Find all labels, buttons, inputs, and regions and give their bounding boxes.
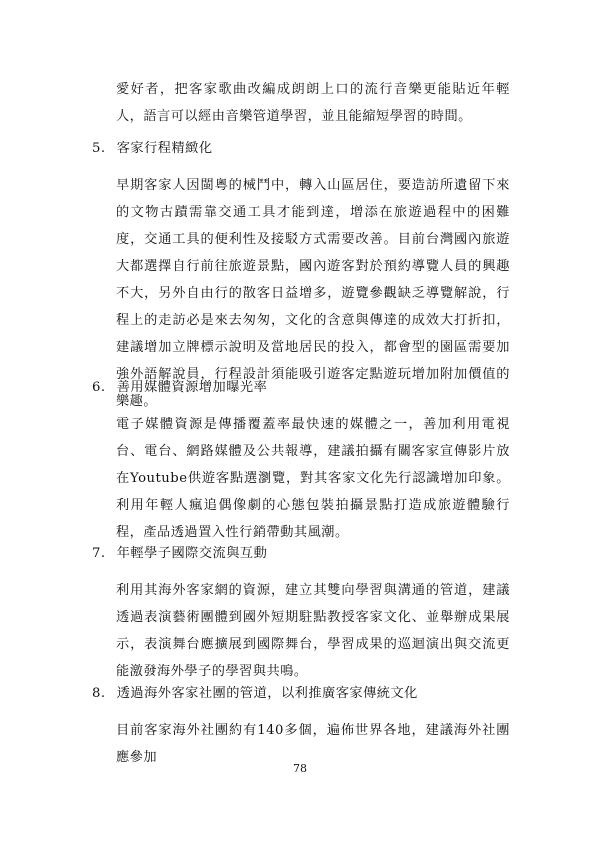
heading-text: 年輕學子國際交流與互動 [116, 546, 268, 561]
heading-number: 5. [92, 141, 106, 156]
heading-number: 8. [92, 686, 106, 701]
heading-number: 6. [92, 380, 106, 395]
paragraph-media: 電子媒體資源是傳播覆蓋率最快速的媒體之一，善加利用電視台、電台、網路媒體及公共報導，建議拍攝有關客家宣傳影片放在Youtube供遊客點選瀏覽，對其客家文化先行認識增加印象。利用年輕人瘋追偶像劇的心態包裝拍攝景點打造成旅遊體驗行程，產品透過置入性行銷帶動其風潮。 [116, 417, 510, 540]
heading-number: 7. [92, 546, 106, 561]
heading-text: 善用媒體資源增加曝光率 [116, 380, 268, 395]
paragraph-music: 愛好者，把客家歌曲改編成朗朗上口的流行音樂更能貼近年輕人，語言可以經由音樂管道學習，並且能縮短學習的時間。 [116, 82, 510, 124]
paragraph-exchange: 利用其海外客家網的資源，建立其雙向學習與溝通的管道，建議透過表演藝術團體到國外短期駐點教授客家文化、並舉辦成果展示，表演舞台應擴展到國際舞台，學習成果的巡迴演出與交流更能激發海外學子的學習與共鳴。 [116, 583, 510, 679]
heading-7 [92, 543, 522, 565]
page-number: 78 [293, 762, 307, 775]
paragraph-itinerary: 早期客家人因閩粵的械鬥中，轉入山區居住，要造訪所遺留下來的文物古蹟需靠交通工具才能到達，增添在旅遊過程中的困難度，交通工具的便利性及接駁方式需要改善。目前台灣國內旅遊大都選擇自行前往旅遊景點，國內遊客對於預約導覽人員的興趣不大，另外自由行的散客日益增多，遊覽參觀缺乏導覽解說，行程上的走訪必是來去匆匆，文化的含意與傳達的成效大打折扣，建議增加立牌標示說明及當地居民的投入，都會型的園區需要加強外語解說員，行程設計須能吸引遊客定點遊玩增加附加價值的樂趣。 [116, 178, 510, 409]
heading-5 [92, 138, 522, 160]
paragraph-overseas: 目前客家海外社團約有140多個，遍佈世界各地，建議海外社團應參加 [116, 723, 510, 765]
heading-8 [92, 683, 522, 705]
heading-text: 透過海外客家社團的管道，以利推廣客家傳統文化 [116, 686, 418, 701]
heading-6 [92, 377, 522, 399]
heading-text: 客家行程精緻化 [116, 141, 213, 156]
